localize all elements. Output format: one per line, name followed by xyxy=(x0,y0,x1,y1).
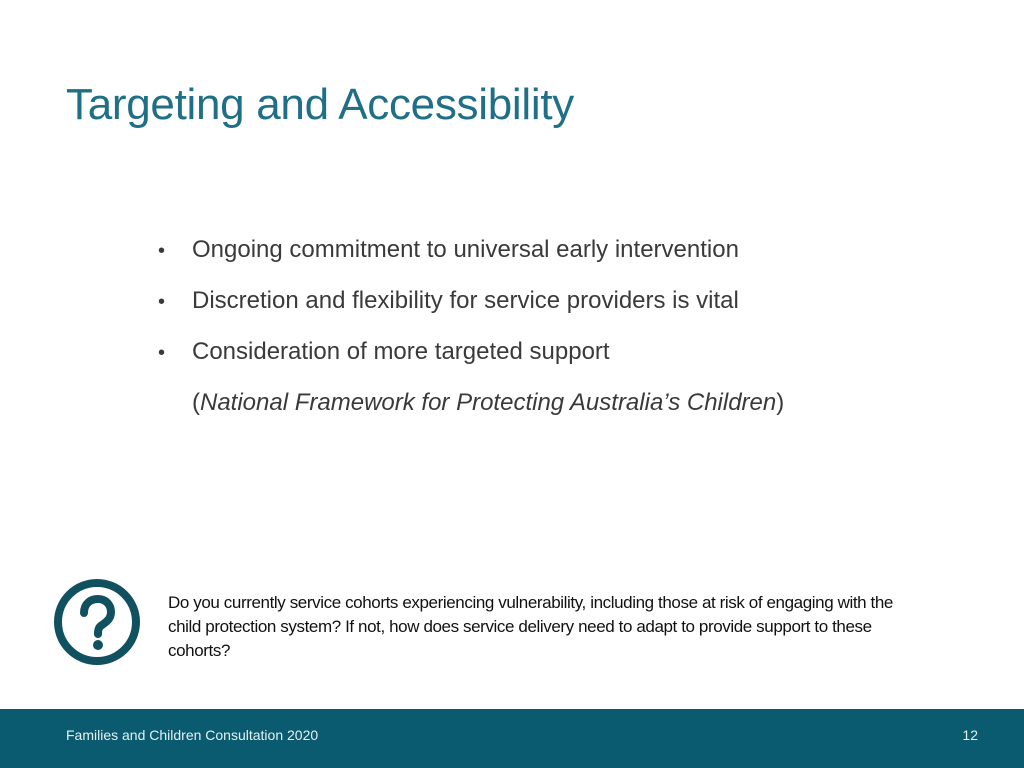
bullet-dot: • xyxy=(158,240,166,262)
bullet-dot: • xyxy=(158,342,166,364)
note-close-paren: ) xyxy=(776,389,785,416)
bullet-item xyxy=(158,287,784,338)
bullet-text: Consideration of more targeted support xyxy=(192,338,610,365)
help-circle-icon xyxy=(53,578,141,666)
footer-bar xyxy=(0,709,1024,768)
bullet-item xyxy=(158,236,784,287)
framework-title: National Framework for Protecting Australia’s Children xyxy=(200,389,777,416)
bullet-text: Ongoing commitment to universal early intervention xyxy=(192,236,739,263)
note-open-paren: ( xyxy=(192,389,200,416)
footer-title: Families and Children Consultation 2020 xyxy=(66,727,319,743)
bullet-item xyxy=(158,338,784,389)
bullet-dot: • xyxy=(158,291,166,313)
bullet-list xyxy=(158,236,784,440)
consultation-question: Do you currently service cohorts experiencing vulnerability, including those at risk of engaging with the child protection system? If not, how does service delivery need to adapt to provide support to these cohorts? xyxy=(168,593,893,660)
bullet-text: Discretion and flexibility for service providers is vital xyxy=(192,287,739,314)
page-number: 12 xyxy=(962,727,978,743)
framework-note xyxy=(158,389,784,440)
slide-title: Targeting and Accessibility xyxy=(66,80,574,129)
